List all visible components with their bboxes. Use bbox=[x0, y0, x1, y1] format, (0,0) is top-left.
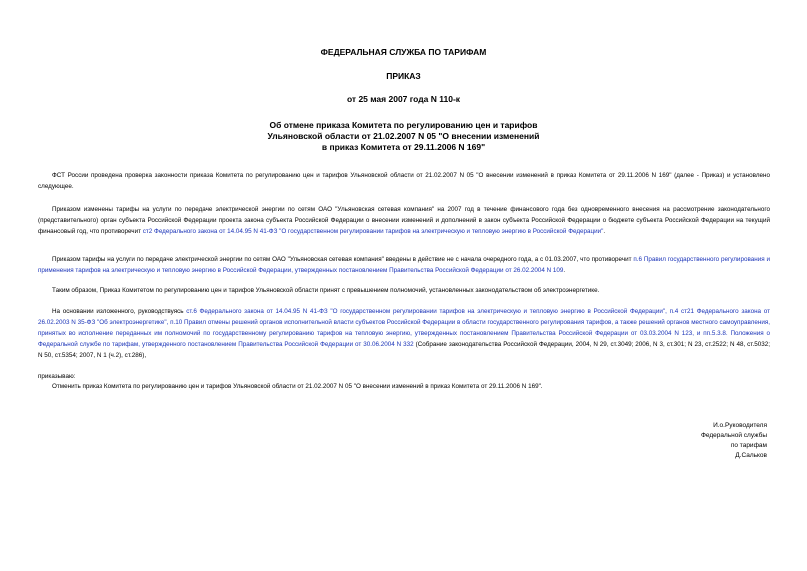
paragraph-2-end: . bbox=[603, 228, 606, 235]
document-title-line-2: Ульяновской области от 21.02.2007 N 05 "О внесении изменений bbox=[267, 131, 540, 141]
organization-heading: ФЕДЕРАЛЬНАЯ СЛУЖБА ПО ТАРИФАМ bbox=[320, 47, 487, 57]
paragraph-5-text: На основании изложенного, руководствуясь bbox=[52, 308, 187, 315]
law-reference-link-3[interactable]: ст.6 Федерального закона от 14.04.95 N 41-ФЗ "О государственном регулировании тарифов на электрическую и тепловую энергию в Российской Федерации", п.4 ст21 Федерального закона от 26.02.2003 N 35-ФЗ "Об электроэнергетике", п.10 Правил отмены решений органов исполнительной власти субъектов Российской Федерации в области государственного регулирования тарифов, а также решений органов местного самоуправления, принятых во исполнение переданных им полномочий по государственному регулированию тарифов на тепловую энергию, утвержденных постановлением Правительства Российской Федерации от 03.03.2004 N 123, и пп.5.3.8. Положения о Федеральной службе по тарифам, утвержденного постановлением Правительства Российской Федерации от 30.06.2004 N 332 bbox=[38, 308, 771, 348]
paragraph-5-end: (Собрание законодательства Российской Федерации, 2004, N 29, ст.3049; 2006, N 3, ст.301; N 23, ст.2522; N 48, ст.5032; N 50, ст.5354; 2007, N 1 (ч.2), ст.286), bbox=[38, 341, 770, 359]
document-title-line-1: Об отмене приказа Комитета по регулированию цен и тарифов bbox=[269, 120, 538, 130]
paragraph-6: Отменить приказ Комитета по регулированию цен и тарифов Ульяновской области от 21.02.2007 N 05 "О внесении изменений в приказ Комитета от 29.11.2006 N 169". bbox=[52, 383, 543, 390]
paragraph-3-text: Приказом тарифы на услуги по передаче электрической энергии по сетям ОАО "Ульяновская сетевая компания" введены в действие не с начала очередного года, а с 01.03.2007, что противоречит bbox=[52, 256, 634, 263]
document-title-line-3: в приказ Комитета от 29.11.2006 N 169" bbox=[321, 142, 486, 152]
paragraph-4: Таким образом, Приказ Комитетом по регулированию цен и тарифов Ульяновской области принят с превышением полномочий, установленных законодательством об электроэнергетике. bbox=[52, 287, 600, 294]
law-reference-link-1[interactable]: ст2 Федерального закона от 14.04.95 N 41-ФЗ "О государственном регулировании тарифов на электрическую и тепловую энергию в Российской Федерации" bbox=[142, 228, 604, 235]
paragraph-2 bbox=[38, 204, 770, 237]
order-word: приказываю: bbox=[38, 373, 76, 380]
signature-organization-cont: по тарифам bbox=[730, 442, 767, 449]
paragraph-3-end: . bbox=[563, 267, 566, 274]
law-reference-link-2[interactable]: п.6 Правил государственного регулирования и применения тарифов на электрическую и тепловую энергию в Российской Федерации, утвержденных постановлением Правительства Российской Федерации от 26.02.2004 N 109 bbox=[38, 256, 770, 274]
signature-name: Д.Сальков bbox=[735, 452, 767, 459]
signature-position: И.о.Руководителя bbox=[713, 422, 767, 429]
document-type: ПРИКАЗ bbox=[386, 71, 421, 81]
signature-organization: Федеральной службы bbox=[700, 432, 767, 439]
document-date-number: от 25 мая 2007 года N 110-к bbox=[346, 94, 461, 104]
signature-block bbox=[567, 421, 767, 461]
paragraph-3 bbox=[38, 254, 770, 276]
paragraph-5 bbox=[38, 306, 770, 361]
paragraph-1: ФСТ России проведена проверка законности приказа Комитета по регулированию цен и тарифов Ульяновской области от 21.02.2007 N 05 "О внесении изменений в приказ Комитета от 29.11.2006 N 169" (далее - Приказ) и установлено следующее. bbox=[38, 172, 770, 190]
paragraph-2-text: Приказом изменены тарифы на услуги по передаче электрической энергии по сетям ОАО "Ульяновская сетевая компания" на 2007 год в течение финансового года без одновременного внесения на рассмотрение законодательного (представительного) орган субъекта Российской Федерации проекта закона субъекта Российской Федерации о внесении изменений и дополнений в закон субъекта Российской Федерации о бюджете субъекта Российской Федерации на текущий финансовый год, что противоречит bbox=[38, 206, 770, 235]
